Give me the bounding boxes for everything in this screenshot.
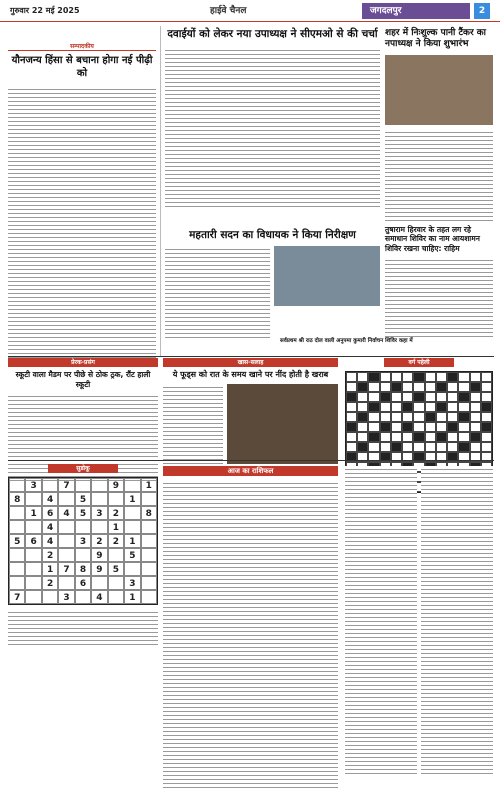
page-number: 2 [474,3,490,19]
sudoku-cell: 9 [108,478,124,492]
sudoku-cell [25,492,41,506]
sudoku-cell: 1 [108,520,124,534]
sudoku-cell [58,548,74,562]
sudoku-cell [141,576,157,590]
sudoku-cell: 4 [91,590,107,604]
edition-city: जगदलपुर [362,3,470,19]
school-story [280,338,493,345]
sudoku-cell: 1 [124,534,140,548]
sudoku-cell [9,548,25,562]
sudoku-title: सुडोकू [48,464,118,473]
sudoku-cell: 3 [91,506,107,520]
sudoku-rules [8,609,158,645]
sudoku-cell: 4 [42,492,58,506]
issue-date: गुरुवार 22 मई 2025 [10,6,80,15]
sudoku-cell: 2 [108,534,124,548]
editorial-section [8,42,156,354]
tushar-body [385,257,493,337]
sudoku-cell: 1 [25,506,41,520]
sudoku-cell [124,506,140,520]
sudoku-cell [141,562,157,576]
sudoku-cell: 3 [124,576,140,590]
sudoku-cell: 7 [58,478,74,492]
horoscope-section [163,466,338,790]
crossword-clues [345,466,493,776]
editorial-body-text [8,86,156,361]
tushar-story [385,225,493,337]
sudoku-cell: 6 [25,534,41,548]
sudoku-cell: 2 [91,534,107,548]
sudoku-cell [25,590,41,604]
sudoku-cell: 9 [91,562,107,576]
sudoku-cell [141,492,157,506]
sleep-tag: खास-सलाह [163,358,338,367]
editorial-tag: सम्पादकीय [8,42,156,51]
scooty-tag: प्रेरक-प्रसंग [8,358,158,367]
sudoku-cell: 4 [58,506,74,520]
mahtari-body [165,246,270,341]
sudoku-cell: 8 [141,506,157,520]
sudoku-cell: 8 [75,562,91,576]
lead-story [165,28,380,207]
water-tanker-headline: शहर में निःशुल्क पानी टैंकर का नपाध्यक्ष ने किया शुभारंभ [385,28,487,50]
water-tanker-photo [385,55,493,125]
school-headline: सर्वप्रथम श्री राठ दोल वाली अनुपमा कुमारी निर्वाचन शिविर कहा में [280,338,413,344]
lead-headline: दवाईयों को लेकर नया उपाध्यक्ष ने सीएमओ से की चर्चा [167,28,378,40]
sudoku-cell [9,562,25,576]
sudoku-cell [124,478,140,492]
sudoku-cell: 2 [42,576,58,590]
sudoku-cell: 5 [75,492,91,506]
horoscope-title: आज का राशिफल [163,466,338,476]
sudoku-cell: 3 [58,590,74,604]
mahtari-photo [274,246,380,306]
sudoku-cell: 3 [25,478,41,492]
sudoku-cell: 4 [42,520,58,534]
sudoku-cell: 7 [58,562,74,576]
sudoku-cell [141,534,157,548]
sudoku-cell: 9 [91,548,107,562]
sudoku-cell [9,520,25,534]
sleep-headline: ये फूड्स को रात के समय खाने पर नींद होती है खराब [172,370,329,379]
sudoku-cell [25,520,41,534]
lead-body-text [165,47,380,207]
sudoku-cell: 5 [75,506,91,520]
editorial-title: यौनजन्य हिंसा से बचाना होगा नई पीढ़ी को [11,55,153,79]
sudoku-cell: 5 [9,534,25,548]
sudoku-cell [75,590,91,604]
sudoku-cell [75,548,91,562]
sudoku-cell [124,562,140,576]
sudoku-cell: 2 [42,548,58,562]
horoscope-body [163,480,338,790]
sudoku-cell [9,576,25,590]
sudoku-cell [124,520,140,534]
sudoku-cell: 1 [141,478,157,492]
sudoku-cell: 3 [75,534,91,548]
sudoku-cell [42,590,58,604]
sleep-photo [227,384,338,464]
sudoku-section [8,464,158,645]
sudoku-cell [58,520,74,534]
tushar-headline: तुषाराम हिरवार के तहत लग रहे समाधान शिविर का नाम आयशामन शिविर रखना चाहिए: राहिम [385,225,480,253]
sudoku-cell [141,520,157,534]
masthead [0,0,500,22]
newspaper-brand: हाईवे चैनल [210,6,247,16]
water-tanker-story [385,28,493,224]
sudoku-cell [58,576,74,590]
sudoku-cell [25,548,41,562]
sudoku-cell [42,478,58,492]
sudoku-cell: 1 [124,492,140,506]
sudoku-cell [58,534,74,548]
mahtari-headline: महतारी सदन का विधायक ने किया निरीक्षण [189,229,356,241]
crossword-title: वर्ग पहेली [384,358,454,367]
scooty-headline: स्कूटी वाला मैडम पर पीछे से ठोक ठ्रक, रौंट हाली स्कूटी [15,370,151,390]
sleep-story [163,358,338,469]
sudoku-cell [108,576,124,590]
sudoku-cell [141,548,157,562]
clues-across [345,466,417,776]
sudoku-cell [108,590,124,604]
sleep-body [163,384,223,469]
sudoku-cell: 6 [42,506,58,520]
sudoku-cell: 5 [124,548,140,562]
sudoku-cell [9,478,25,492]
sudoku-cell [25,562,41,576]
sudoku-cell [141,590,157,604]
mahtari-story [165,228,380,341]
sudoku-cell [91,576,107,590]
clues-down [421,466,493,776]
sudoku-cell: 5 [108,562,124,576]
sudoku-cell: 1 [42,562,58,576]
sudoku-cell: 1 [124,590,140,604]
sudoku-cell: 7 [9,590,25,604]
sudoku-cell [75,478,91,492]
sudoku-cell [108,548,124,562]
sudoku-cell: 8 [9,492,25,506]
sudoku-cell [9,506,25,520]
sudoku-cell: 6 [75,576,91,590]
sudoku-cell [75,520,91,534]
sudoku-grid [8,477,158,605]
sudoku-cell [25,576,41,590]
sudoku-cell [58,492,74,506]
water-tanker-body [385,129,493,224]
sudoku-cell [91,478,107,492]
sudoku-cell [91,492,107,506]
sudoku-cell: 4 [42,534,58,548]
sudoku-cell [108,492,124,506]
sudoku-cell [91,520,107,534]
sudoku-cell: 2 [108,506,124,520]
